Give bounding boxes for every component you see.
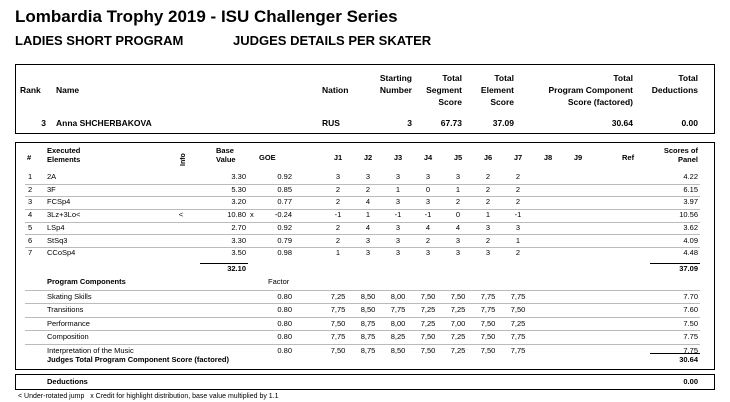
component-judge-score: 7,50 (480, 318, 496, 328)
element-info: < (178, 210, 184, 220)
skater-rank: 3 (41, 118, 46, 128)
component-judge-score: 7,25 (450, 332, 466, 342)
component-judge-score: 8,50 (360, 292, 376, 301)
element-name: StSq3 (47, 235, 68, 245)
element-base-value: 5.30 (231, 184, 246, 194)
header-total-segment-score: Total Segment Score (426, 73, 462, 107)
judge-score: 2 (515, 184, 521, 194)
judge-score: 2 (515, 248, 521, 258)
row-divider (25, 290, 700, 291)
element-num: 3 (28, 197, 33, 207)
element-goe: 0.92 (277, 172, 292, 181)
judge-score: 2 (485, 172, 491, 181)
segment-name: LADIES SHORT PROGRAM (15, 33, 184, 48)
element-panel-score: 4.22 (683, 172, 698, 181)
judge-score: 1 (365, 210, 371, 220)
judge-score: 2 (515, 172, 521, 181)
component-judge-score: 7,25 (450, 345, 466, 355)
judge-score: 3 (425, 172, 431, 181)
component-judge-score: 7,00 (450, 318, 466, 328)
element-panel-score: 4.48 (683, 248, 698, 258)
col-num-header: # (27, 153, 32, 162)
judge-score: 4 (365, 197, 371, 207)
legend-under-symbol: < (18, 393, 23, 400)
element-num: 6 (28, 235, 33, 245)
judge-score: 4 (425, 222, 431, 232)
legend (18, 392, 279, 401)
judge-score: 2 (335, 197, 341, 207)
report-name: JUDGES DETAILS PER SKATER (233, 33, 432, 48)
row-divider (25, 303, 700, 304)
element-base-value: 3.50 (231, 248, 246, 258)
element-goe: 0.79 (277, 235, 292, 245)
component-name: Transitions (47, 305, 84, 315)
component-judge-score: 8,75 (360, 318, 376, 328)
component-judge-score: 7,50 (420, 345, 436, 355)
element-base-value: 10.80 (227, 210, 246, 220)
pcs-total-rule (650, 353, 700, 354)
components-total-score: 30.64 (679, 355, 698, 364)
judge-header-7: J7 (513, 153, 523, 162)
component-panel-score: 7.50 (683, 318, 698, 328)
judge-score: 0 (425, 184, 431, 194)
factor-header: Factor (268, 277, 290, 286)
judge-header-3: J3 (393, 153, 403, 162)
component-judge-score: 7,25 (420, 305, 436, 315)
skater-name: Anna SHCHERBAKOVA (56, 118, 152, 128)
component-judge-score: 7,50 (450, 292, 466, 301)
component-judge-score: 7,75 (480, 292, 496, 301)
skater-total-segment-score: 67.73 (440, 118, 462, 128)
element-goe: 0.98 (277, 248, 292, 258)
element-base-value: 3.20 (231, 197, 246, 207)
component-factor: 0.80 (277, 318, 292, 328)
component-judge-score: 7,75 (510, 345, 526, 355)
elements-score-total: 37.09 (679, 264, 698, 273)
element-name: 3Lz+3Lo< (47, 210, 81, 220)
component-judge-score: 8,50 (390, 345, 406, 355)
judge-score: 2 (335, 235, 341, 245)
component-name: Interpretation of the Music (47, 345, 134, 355)
judge-score: 1 (515, 235, 521, 245)
judge-score: 3 (485, 248, 491, 258)
skater-total-element-score: 37.09 (492, 118, 514, 128)
judge-score: 1 (335, 248, 341, 258)
element-num: 2 (28, 184, 33, 194)
element-num: 7 (28, 248, 33, 258)
col-ref-header: Ref (622, 153, 635, 162)
component-judge-score: 7,50 (480, 345, 496, 355)
judge-header-2: J2 (363, 153, 373, 162)
col-executed-header: Executed Elements (47, 146, 81, 164)
element-name: CCoSp4 (47, 248, 76, 258)
component-judge-score: 7,75 (390, 305, 406, 315)
component-judge-score: 8,00 (390, 318, 406, 328)
judge-score: 3 (455, 172, 461, 181)
judge-score: 3 (395, 172, 401, 181)
component-judge-score: 7,75 (510, 332, 526, 342)
judge-score: 4 (455, 222, 461, 232)
judge-score: 3 (395, 235, 401, 245)
component-name: Composition (47, 332, 89, 342)
element-bonus-mark: x (250, 210, 254, 220)
element-panel-score: 3.97 (683, 197, 698, 207)
row-divider (25, 344, 700, 345)
judge-score: 3 (365, 235, 371, 245)
row-divider (25, 317, 700, 318)
judge-score: 2 (335, 222, 341, 232)
judge-score: 2 (365, 184, 371, 194)
judge-score: 1 (395, 184, 401, 194)
element-panel-score: 3.62 (683, 222, 698, 232)
legend-under-text: Under-rotated jump (24, 393, 85, 400)
element-goe: 0.77 (277, 197, 292, 207)
elements-base-total: 32.10 (227, 264, 246, 273)
judge-score: 2 (485, 235, 491, 245)
judge-header-5: J5 (453, 153, 463, 162)
component-factor: 0.80 (277, 345, 292, 355)
judge-score: 3 (365, 172, 371, 181)
judge-score: 1 (485, 210, 491, 220)
row-divider (25, 330, 700, 331)
header-starting-number: Starting Number (379, 73, 412, 95)
component-judge-score: 7,25 (330, 292, 346, 301)
judge-score: 3 (455, 235, 461, 245)
header-total-deductions: Total Deductions (651, 73, 698, 95)
element-num: 1 (28, 172, 33, 181)
skater-starting-number: 3 (407, 118, 412, 128)
judge-score: 2 (335, 184, 341, 194)
header-rank: Rank (20, 85, 41, 95)
component-name: Skating Skills (47, 292, 92, 301)
judge-score: -1 (394, 210, 402, 220)
legend-x-symbol: x (90, 393, 94, 400)
judge-header-1: J1 (333, 153, 343, 162)
element-name: 3F (47, 184, 56, 194)
element-panel-score: 6.15 (683, 184, 698, 194)
judge-header-8: J8 (543, 153, 553, 162)
header-nation: Nation (322, 85, 349, 95)
element-panel-score: 10.56 (679, 210, 698, 220)
judge-score: 3 (515, 222, 521, 232)
header-total-element-score: Total Element Score (480, 73, 514, 107)
col-base-header: Base Value (216, 146, 236, 164)
skater-nation: RUS (322, 118, 340, 128)
component-judge-score: 8,75 (360, 345, 376, 355)
component-judge-score: 7,25 (450, 305, 466, 315)
legend-x-text: Credit for highlight distribution, base value multiplied by 1.1 (95, 393, 279, 400)
component-judge-score: 7,50 (330, 318, 346, 328)
component-judge-score: 8,00 (390, 292, 406, 301)
header-total-pcs: Total Program Component Score (factored) (548, 73, 633, 107)
element-goe: -0.24 (274, 210, 292, 220)
components-total-label: Judges Total Program Component Score (factored) (47, 355, 229, 364)
event-title: Lombardia Trophy 2019 - ISU Challenger Series (15, 7, 398, 26)
judge-score: 2 (515, 197, 521, 207)
component-judge-score: 8,75 (360, 332, 376, 342)
judge-score: 3 (425, 197, 431, 207)
judge-score: 0 (455, 210, 461, 220)
judge-header-4: J4 (423, 153, 433, 162)
deductions-label: Deductions (47, 377, 88, 386)
judge-score: 2 (485, 197, 491, 207)
component-judge-score: 7,50 (480, 332, 496, 342)
deductions-box (15, 374, 715, 390)
judge-header-6: J6 (483, 153, 493, 162)
judge-score: 1 (455, 184, 461, 194)
element-base-value: 2.70 (231, 222, 246, 232)
component-panel-score: 7.60 (683, 305, 698, 315)
judge-header-9: J9 (573, 153, 583, 162)
judge-score: 3 (485, 222, 491, 232)
judge-score: 2 (425, 235, 431, 245)
element-name: FCSp4 (47, 197, 71, 207)
element-goe: 0.92 (277, 222, 292, 232)
element-base-value: 3.30 (231, 235, 246, 245)
element-name: 2A (47, 172, 57, 181)
components-header: Program Components (47, 277, 126, 286)
skater-total-deductions: 0.00 (681, 118, 698, 128)
skater-total-pcs: 30.64 (611, 118, 633, 128)
component-panel-score: 7.75 (683, 332, 698, 342)
component-name: Performance (47, 318, 90, 328)
component-judge-score: 8,50 (360, 305, 376, 315)
component-judge-score: 7,50 (330, 345, 346, 355)
element-num: 5 (28, 222, 33, 232)
component-judge-score: 7,75 (330, 305, 346, 315)
judge-score: 3 (425, 248, 431, 258)
header-name: Name (56, 85, 80, 95)
judge-score: 3 (335, 172, 341, 181)
element-num: 4 (28, 210, 33, 220)
component-factor: 0.80 (277, 292, 292, 301)
component-factor: 0.80 (277, 332, 292, 342)
component-judge-score: 7,50 (420, 292, 436, 301)
judge-score: 3 (395, 222, 401, 232)
component-panel-score: 7.70 (683, 292, 698, 301)
component-judge-score: 7,50 (420, 332, 436, 342)
component-judge-score: 7,75 (510, 292, 526, 301)
component-judge-score: 7,25 (420, 318, 436, 328)
judge-score: 3 (395, 197, 401, 207)
component-factor: 0.80 (277, 305, 292, 315)
element-base-value: 3.30 (231, 172, 246, 181)
component-judge-score: 7,25 (510, 318, 526, 328)
judge-score: 3 (455, 248, 461, 258)
judge-score: 4 (365, 222, 371, 232)
element-goe: 0.85 (277, 184, 292, 194)
component-judge-score: 7,50 (510, 305, 526, 315)
judge-score: 2 (485, 184, 491, 194)
col-info-header: Info (180, 153, 187, 166)
component-judge-score: 7,75 (330, 332, 346, 342)
col-goe-header: GOE (259, 153, 276, 162)
judge-score: -1 (424, 210, 432, 220)
element-panel-score: 4.09 (683, 235, 698, 245)
element-name: LSp4 (47, 222, 65, 232)
col-scores-header: Scores of Panel (663, 146, 698, 164)
component-panel-score: 7.75 (683, 345, 698, 355)
judge-score: -1 (514, 210, 522, 220)
judge-score: 3 (365, 248, 371, 258)
judge-score: 3 (395, 248, 401, 258)
judge-score: 2 (455, 197, 461, 207)
deductions-score: 0.00 (683, 377, 698, 386)
judge-score: -1 (334, 210, 342, 220)
component-judge-score: 8,25 (390, 332, 406, 342)
component-judge-score: 7,75 (480, 305, 496, 315)
